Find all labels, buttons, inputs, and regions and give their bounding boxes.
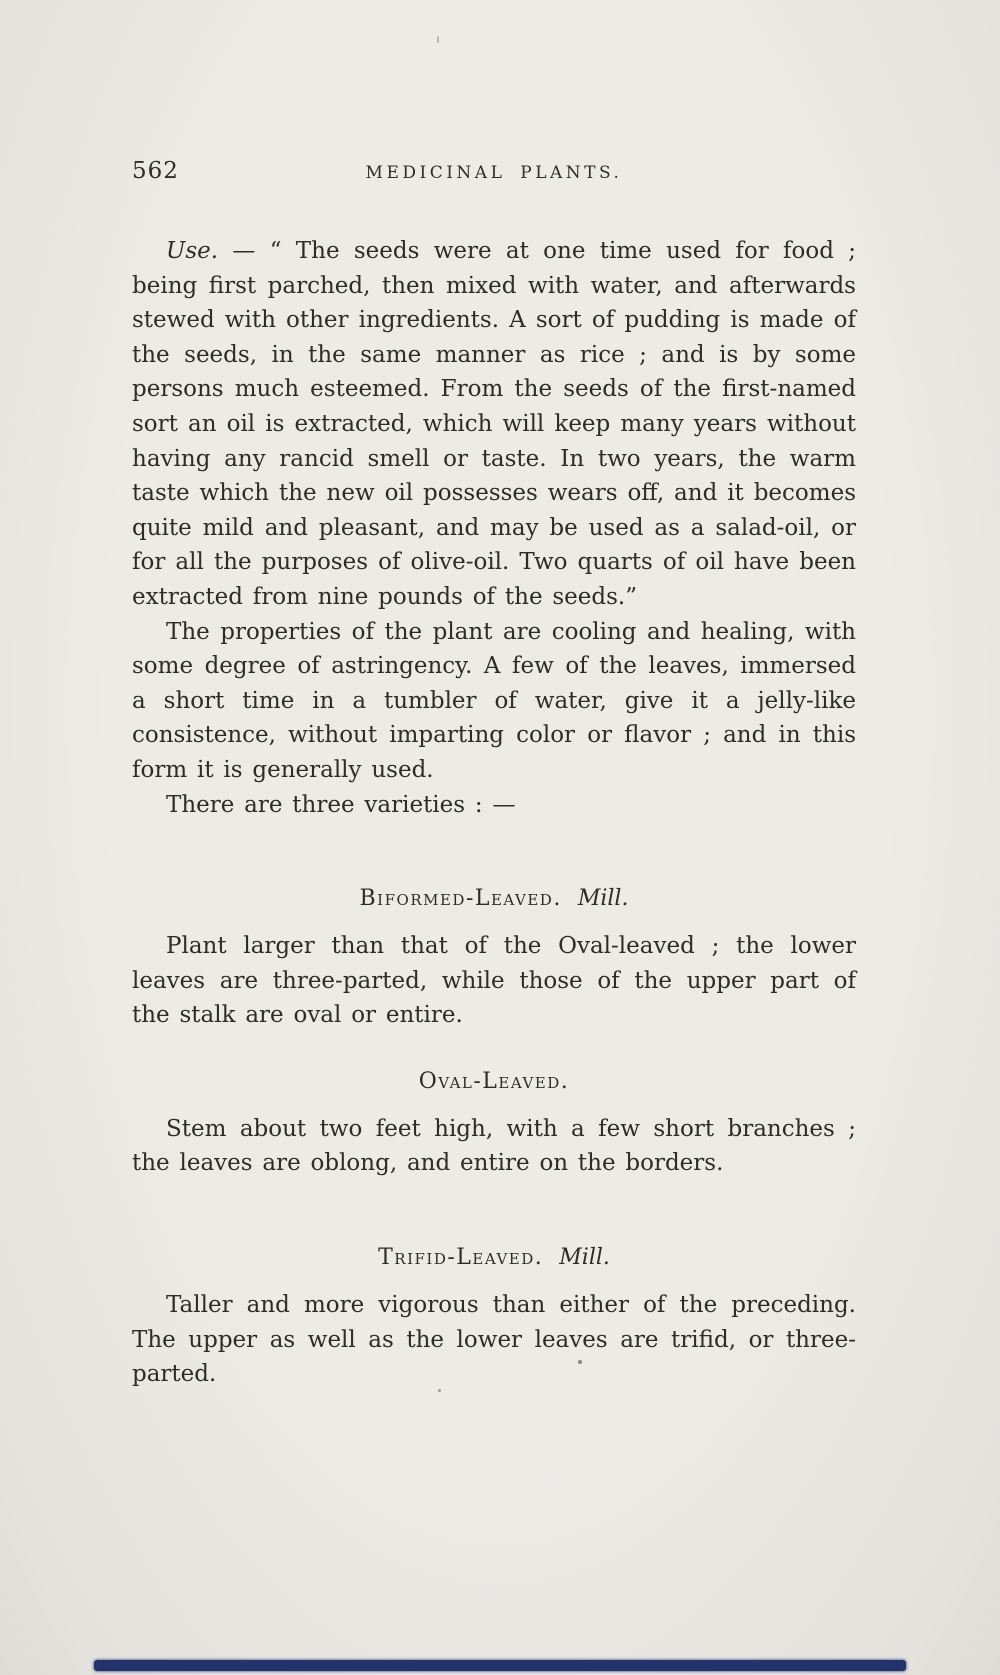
running-title: MEDICINAL PLANTS. — [365, 163, 623, 183]
scan-speck — [578, 1360, 582, 1364]
paragraph-biformed-leaved: Plant larger than that of the Oval-leaved ; the lower leaves are three-parted, while those of the upper part of the stalk are oval or entire. — [132, 933, 856, 1029]
use-label: Use. — [166, 238, 219, 264]
scan-edge-artifact — [94, 1660, 906, 1671]
heading-biformed-leaved — [132, 886, 856, 911]
text-block — [132, 158, 856, 1392]
heading-oval-leaved — [132, 1069, 856, 1094]
heading-trifid-name: Trifid-Leaved. — [378, 1245, 544, 1271]
paragraph-trifid-leaved: Taller and more vigorous than either of the preceding. The upper as well as the lower leaves are trifid, or three-parted. — [132, 1292, 856, 1388]
paragraph-use — [132, 234, 856, 615]
paragraph-oval-leaved: Stem about two feet high, with a few short branches ; the leaves are oblong, and entire on the borders. — [132, 1115, 856, 1177]
page-number: 562 — [132, 158, 179, 184]
heading-oval-name: Oval-Leaved. — [418, 1068, 570, 1094]
paragraph-properties: The properties of the plant are cooling and healing, with some degree of astringency. A few of the leaves, immersed a short time in a tumbler of water, give it a jelly-like consistence, without imparting color or flavor ; and in this form it is generally used. — [132, 618, 856, 783]
paragraph-varieties: There are three varieties : — — [166, 791, 516, 818]
heading-trifid-authority: Mill. — [559, 1245, 610, 1271]
heading-biformed-authority: Mill. — [577, 886, 629, 912]
heading-trifid-leaved — [132, 1245, 856, 1270]
scan-speck — [438, 1389, 441, 1392]
page-header — [132, 158, 856, 192]
use-text: — “ The seeds were at one time used for food ; being first parched, then mixed with water, and afterwards stewed with other ingredients. A sort of pudding is made of the seeds, in the same manner as rice ; and is by some persons much esteemed. From the seeds of the first-named sort an oil is extracted, which will keep many years without having any rancid smell or taste. In two years, the warm taste which the new oil possesses wears off, and it becomes quite mild and pleasant, and may be used as a salad-oil, or for all the purposes of olive-oil. Two quarts of oil have been extracted from nine pounds of the seeds.” — [132, 238, 856, 610]
scan-speck — [437, 36, 439, 43]
heading-biformed-name: Biformed-Leaved. — [359, 886, 562, 912]
